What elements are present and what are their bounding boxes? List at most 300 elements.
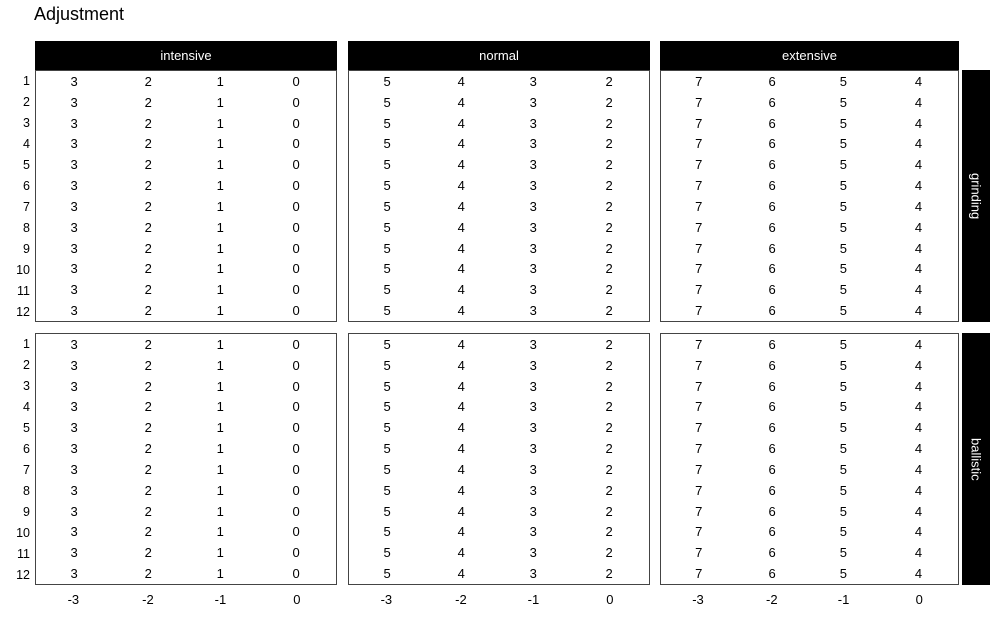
panel-cell: 5: [383, 178, 391, 194]
panel-ballistic-extensive: [660, 333, 959, 585]
panel-cell: 7: [695, 378, 703, 394]
panel-cell: 3: [529, 94, 537, 110]
panel-cell: 7: [695, 73, 703, 89]
panel-cell: 2: [605, 566, 613, 582]
panel-cell: 4: [914, 566, 923, 582]
panel-cell: 0: [292, 303, 300, 319]
panel-cell: 3: [70, 357, 78, 373]
panel-cell: 3: [70, 524, 78, 540]
panel-cell: 3: [70, 399, 78, 415]
panel-ballistic-intensive: [35, 333, 337, 585]
panel-cell: 0: [292, 503, 300, 519]
panel-cell: 6: [768, 282, 776, 298]
panel-cell: 0: [292, 73, 300, 89]
panel-cell: 5: [383, 198, 391, 214]
panel-cell: 0: [292, 282, 300, 298]
panel-cell: 1: [216, 399, 224, 415]
panel-cell: 5: [383, 566, 391, 582]
panel-cell: 3: [70, 282, 78, 298]
panel-cell: 7: [695, 336, 703, 352]
panel-cell: 7: [695, 357, 703, 373]
y-axis-tick-label: 12: [16, 304, 30, 319]
panel-cell: 2: [605, 136, 613, 152]
panel-cell: 4: [914, 115, 923, 131]
panel-cell: 4: [914, 157, 923, 173]
panel-cell: 6: [768, 524, 776, 540]
panel-cell: 0: [292, 399, 300, 415]
panel-cell: 1: [216, 420, 224, 436]
panel-cell: 2: [605, 399, 613, 415]
figure-title: Adjustment: [34, 4, 125, 24]
panel-cell: 0: [292, 357, 300, 373]
panel-cell: 7: [695, 524, 703, 540]
panel-cell: 3: [70, 378, 78, 394]
y-axis-tick-label: 11: [17, 283, 30, 298]
panel-cell: 2: [605, 482, 613, 498]
panel-cell: 4: [457, 282, 465, 298]
facet-row-strip-grinding: [962, 70, 990, 322]
panel-cell: 4: [457, 524, 465, 540]
panel-cell: 2: [144, 157, 152, 173]
panel-cell: 2: [605, 420, 613, 436]
panel-cell: 1: [216, 157, 224, 173]
panel-cell: 5: [839, 524, 847, 540]
panel-cell: 4: [457, 420, 465, 436]
panel-cell: 1: [216, 545, 224, 561]
panel-cell: 4: [914, 198, 923, 214]
panel-cell: 5: [383, 157, 391, 173]
panel-cell: 2: [605, 73, 613, 89]
panel-cell: 2: [144, 545, 152, 561]
panel-cell: 0: [292, 566, 300, 582]
panel-cell: 4: [457, 441, 465, 457]
panel-cell: 4: [914, 482, 923, 498]
panel-grinding-extensive: [660, 70, 959, 322]
x-axis-tick-label: -1: [837, 591, 850, 607]
panel-cell: 7: [695, 136, 703, 152]
panel-cell: 2: [144, 566, 152, 582]
panel-cell: 6: [768, 94, 776, 110]
panel-cell: 5: [383, 94, 391, 110]
panel-cell: 1: [216, 524, 224, 540]
panel-cell: 5: [839, 115, 847, 131]
panel-cell: 3: [529, 115, 537, 131]
panel-cell: 4: [457, 157, 465, 173]
panel-cell: 4: [914, 336, 923, 352]
x-axis-tick-label: -3: [692, 591, 704, 607]
panel-cell: 2: [605, 240, 613, 256]
y-axis-tick-label: 4: [23, 136, 30, 151]
panel-cell: 4: [457, 482, 465, 498]
y-axis-tick-label: 5: [23, 157, 30, 172]
panel-cell: 7: [695, 441, 703, 457]
panel-cell: 0: [292, 461, 300, 477]
panel-cell: 3: [70, 482, 78, 498]
panel-cell: 2: [605, 378, 613, 394]
panel-cell: 7: [695, 157, 703, 173]
panel-cell: 5: [839, 136, 847, 152]
panel-cell: 5: [383, 461, 391, 477]
panel-cell: 3: [70, 566, 78, 582]
panel-cell: 3: [529, 482, 537, 498]
panel-cell: 3: [529, 282, 537, 298]
panel-cell: 0: [292, 115, 300, 131]
y-axis-row-labels-grinding: [0, 70, 30, 322]
panel-cell: 4: [457, 303, 465, 319]
panel-cell: 6: [768, 115, 776, 131]
panel-grinding-normal: [348, 70, 650, 322]
panel-cell: 5: [839, 420, 847, 436]
panel-cell: 3: [70, 157, 78, 173]
panel-cell: 3: [529, 461, 537, 477]
panel-cell: 4: [914, 378, 923, 394]
panel-cell: 6: [768, 566, 776, 582]
panel-cell: 5: [383, 503, 391, 519]
panel-cell: 4: [457, 378, 465, 394]
panel-cell: 5: [383, 303, 391, 319]
facet-col-strip-intensive: [35, 41, 337, 70]
x-axis-tick-label: -1: [214, 591, 227, 607]
y-axis-tick-label: 7: [23, 462, 30, 477]
x-axis-tick-label: 0: [915, 591, 923, 607]
panel-cell: 4: [914, 73, 923, 89]
panel-cell: 3: [70, 178, 78, 194]
panel-cell: 4: [914, 219, 923, 235]
panel-cell: 1: [216, 219, 224, 235]
panel-cell: 7: [695, 303, 703, 319]
panel-cell: 7: [695, 545, 703, 561]
panel-cell: 4: [457, 566, 465, 582]
panel-cell: 2: [144, 240, 152, 256]
panel-cell: 5: [839, 357, 847, 373]
panel-cell: 3: [70, 198, 78, 214]
panel-cell: 2: [605, 178, 613, 194]
y-axis-tick-label: 4: [23, 399, 30, 414]
facet-col-strip-extensive: [660, 41, 959, 70]
panel-cell: 4: [457, 503, 465, 519]
panel-cell: 7: [695, 261, 703, 277]
panel-cell: 3: [529, 336, 537, 352]
panel-cell: 6: [768, 219, 776, 235]
panel-cell: 2: [605, 503, 613, 519]
panel-cell: 2: [605, 219, 613, 235]
y-axis-tick-label: 2: [23, 94, 30, 109]
y-axis-tick-label: 3: [23, 378, 30, 393]
y-axis-tick-label: 9: [23, 504, 30, 519]
panel-cell: 6: [768, 503, 776, 519]
panel-cell: 4: [457, 336, 465, 352]
panel-cell: 1: [216, 178, 224, 194]
y-axis-tick-label: 7: [23, 199, 30, 214]
panel-cell: 4: [914, 420, 923, 436]
panel-cell: 2: [605, 115, 613, 131]
panel-cell: 2: [605, 524, 613, 540]
panel-cell: 1: [216, 566, 224, 582]
panel-cell: 3: [529, 441, 537, 457]
panel-cell: 3: [70, 441, 78, 457]
panel-cell: 5: [839, 461, 847, 477]
panel-cell: 4: [914, 240, 923, 256]
panel-cell: 4: [457, 399, 465, 415]
panel-cell: 2: [144, 441, 152, 457]
panel-cell: 1: [216, 482, 224, 498]
panel-cell: 1: [216, 136, 224, 152]
panel-cell: 3: [70, 461, 78, 477]
panel-cell: 1: [216, 198, 224, 214]
facet-col-strip-label: normal: [479, 48, 519, 63]
panel-cell: 4: [457, 136, 465, 152]
panel-cell: 2: [144, 178, 152, 194]
panel-cell: 3: [529, 524, 537, 540]
panel-cell: 0: [292, 94, 300, 110]
panel-cell: 6: [768, 399, 776, 415]
panel-cell: 1: [216, 378, 224, 394]
panel-cell: 2: [605, 461, 613, 477]
panel-cell: 6: [768, 240, 776, 256]
facet-col-strip-normal: [348, 41, 650, 70]
panel-cell: 5: [839, 303, 847, 319]
panel-cell: 4: [457, 545, 465, 561]
panel-cell: 5: [383, 261, 391, 277]
panel-cell: 3: [529, 566, 537, 582]
panel-cell: 1: [216, 73, 224, 89]
panel-cell: 5: [383, 441, 391, 457]
panel-cell: 3: [70, 336, 78, 352]
panel-cell: 4: [914, 282, 923, 298]
panel-cell: 2: [144, 524, 152, 540]
panel-cell: 0: [292, 198, 300, 214]
panel-cell: 1: [216, 303, 224, 319]
panel-cell: 5: [839, 240, 847, 256]
panel-cell: 2: [605, 303, 613, 319]
y-axis-tick-label: 10: [16, 262, 30, 277]
panel-cell: 2: [144, 336, 152, 352]
panel-cell: 2: [144, 399, 152, 415]
panel-cell: 0: [292, 378, 300, 394]
panel-cell: 5: [839, 157, 847, 173]
panel-cell: 5: [839, 261, 847, 277]
panel-cell: 7: [695, 219, 703, 235]
panel-cell: 2: [605, 441, 613, 457]
panel-cell: 2: [605, 357, 613, 373]
y-axis-tick-label: 2: [23, 357, 30, 372]
panel-cell: 4: [457, 198, 465, 214]
panel-cell: 2: [144, 94, 152, 110]
y-axis-tick-label: 3: [23, 115, 30, 130]
panel-cell: 4: [457, 240, 465, 256]
panel-cell: 2: [144, 282, 152, 298]
panel-cell: 3: [70, 94, 78, 110]
panel-cell: 3: [529, 378, 537, 394]
panel-cell: 3: [70, 420, 78, 436]
panel-cell: 5: [383, 136, 391, 152]
panel-cell: 3: [529, 420, 537, 436]
facet-col-strip-label: intensive: [160, 48, 212, 63]
panel-cell: 5: [383, 240, 391, 256]
panel-cell: 3: [529, 545, 537, 561]
panel-cell: 0: [292, 136, 300, 152]
panel-cell: 2: [144, 420, 152, 436]
panel-cell: 3: [70, 219, 78, 235]
y-axis-tick-label: 1: [23, 336, 30, 351]
panel-cell: 4: [914, 461, 923, 477]
panel-cell: 3: [529, 261, 537, 277]
panel-cell: 4: [457, 219, 465, 235]
panel-cell: 2: [144, 303, 152, 319]
panel-cell: 7: [695, 178, 703, 194]
panel-cell: 2: [605, 261, 613, 277]
panel-cell: 3: [529, 219, 537, 235]
panel-cell: 2: [144, 461, 152, 477]
panel-cell: 0: [292, 178, 300, 194]
panel-cell: 2: [144, 503, 152, 519]
panel-cell: 5: [839, 545, 847, 561]
panel-cell: 3: [529, 73, 537, 89]
panel-cell: 7: [695, 461, 703, 477]
panel-cell: 6: [768, 482, 776, 498]
panel-cell: 0: [292, 524, 300, 540]
panel-cell: 3: [70, 115, 78, 131]
panel-cell: 3: [529, 303, 537, 319]
panel-cell: 7: [695, 420, 703, 436]
panel-cell: 5: [839, 178, 847, 194]
panel-cell: 2: [144, 219, 152, 235]
panel-cell: 1: [216, 94, 224, 110]
panel-cell: 2: [144, 136, 152, 152]
panel-cell: 4: [914, 94, 923, 110]
panel-cell: 5: [383, 282, 391, 298]
y-axis-tick-label: 6: [23, 178, 30, 193]
y-axis-tick-label: 8: [23, 220, 30, 235]
panel-cell: 5: [383, 357, 391, 373]
panel-cell: 7: [695, 198, 703, 214]
y-axis-tick-label: 1: [23, 73, 30, 88]
panel-cell: 6: [768, 461, 776, 477]
panel-cell: 6: [768, 420, 776, 436]
panel-cell: 5: [383, 219, 391, 235]
panel-cell: 1: [216, 115, 224, 131]
panel-cell: 5: [383, 399, 391, 415]
panel-cell: 6: [768, 357, 776, 373]
panel-cell: 1: [216, 503, 224, 519]
panel-cell: 2: [144, 482, 152, 498]
panel-cell: 2: [605, 198, 613, 214]
panel-cell: 5: [839, 441, 847, 457]
facet-row-strip-label: grinding: [968, 172, 984, 220]
panel-ballistic-normal: [348, 333, 650, 585]
panel-cell: 3: [70, 136, 78, 152]
panel-cell: 1: [216, 336, 224, 352]
panel-cell: 1: [216, 282, 224, 298]
facet-row-strip-ballistic: [962, 333, 990, 585]
panel-cell: 5: [383, 115, 391, 131]
panel-cell: 6: [768, 303, 776, 319]
panel-cell: 6: [768, 73, 776, 89]
panel-cell: 5: [383, 378, 391, 394]
panel-cell: 6: [768, 198, 776, 214]
panel-cell: 3: [70, 545, 78, 561]
panel-cell: 4: [914, 303, 923, 319]
panel-cell: 7: [695, 399, 703, 415]
y-axis-tick-label: 9: [23, 241, 30, 256]
panel-cell: 1: [216, 240, 224, 256]
panel-cell: 4: [914, 545, 923, 561]
panel-cell: 0: [292, 240, 300, 256]
y-axis-tick-label: 11: [17, 546, 30, 561]
panel-cell: 6: [768, 261, 776, 277]
panel-cell: 5: [839, 482, 847, 498]
panel-cell: 3: [529, 157, 537, 173]
panel-cell: 3: [70, 73, 78, 89]
panel-cell: 0: [292, 545, 300, 561]
panel-cell: 7: [695, 115, 703, 131]
panel-cell: 3: [529, 503, 537, 519]
panel-cell: 1: [216, 441, 224, 457]
y-axis-tick-label: 10: [16, 525, 30, 540]
panel-cell: 0: [292, 441, 300, 457]
x-axis-extensive: [660, 588, 959, 610]
panel-grinding-intensive: [35, 70, 337, 322]
panel-cell: 2: [144, 115, 152, 131]
panel-cell: 5: [839, 94, 847, 110]
panel-cell: 0: [292, 420, 300, 436]
x-axis-tick-label: 0: [606, 591, 614, 607]
panel-cell: 3: [529, 198, 537, 214]
panel-cell: 4: [457, 94, 465, 110]
panel-cell: 4: [914, 441, 923, 457]
x-axis-tick-label: 0: [293, 591, 301, 607]
panel-cell: 5: [839, 399, 847, 415]
panel-cell: 4: [914, 136, 923, 152]
panel-cell: 2: [144, 357, 152, 373]
x-axis-tick-label: -2: [455, 591, 467, 607]
panel-cell: 5: [839, 219, 847, 235]
panel-cell: 4: [457, 178, 465, 194]
panel-cell: 4: [914, 357, 923, 373]
panel-cell: 3: [70, 240, 78, 256]
panel-cell: 5: [839, 73, 847, 89]
panel-cell: 4: [457, 73, 465, 89]
x-axis-tick-label: -2: [142, 591, 154, 607]
panel-cell: 5: [839, 282, 847, 298]
panel-cell: 6: [768, 378, 776, 394]
panel-cell: 3: [529, 178, 537, 194]
x-axis-tick-label: -3: [67, 591, 80, 607]
panel-cell: 5: [383, 420, 391, 436]
panel-cell: 5: [383, 524, 391, 540]
panel-cell: 4: [914, 399, 923, 415]
panel-cell: 7: [695, 482, 703, 498]
panel-cell: 2: [605, 545, 613, 561]
panel-cell: 4: [457, 115, 465, 131]
panel-cell: 0: [292, 261, 300, 277]
y-axis-tick-label: 12: [16, 567, 30, 582]
panel-cell: 1: [216, 357, 224, 373]
panel-cell: 3: [70, 503, 78, 519]
panel-cell: 5: [839, 336, 847, 352]
panel-cell: 4: [914, 503, 923, 519]
panel-cell: 5: [383, 73, 391, 89]
panel-cell: 4: [914, 178, 923, 194]
facet-col-strip-label: extensive: [782, 48, 837, 63]
panel-cell: 7: [695, 566, 703, 582]
panel-cell: 3: [529, 240, 537, 256]
panel-cell: 2: [144, 73, 152, 89]
x-axis-tick-label: -3: [380, 591, 393, 607]
y-axis-tick-label: 8: [23, 483, 30, 498]
panel-cell: 5: [383, 545, 391, 561]
panel-cell: 7: [695, 282, 703, 298]
